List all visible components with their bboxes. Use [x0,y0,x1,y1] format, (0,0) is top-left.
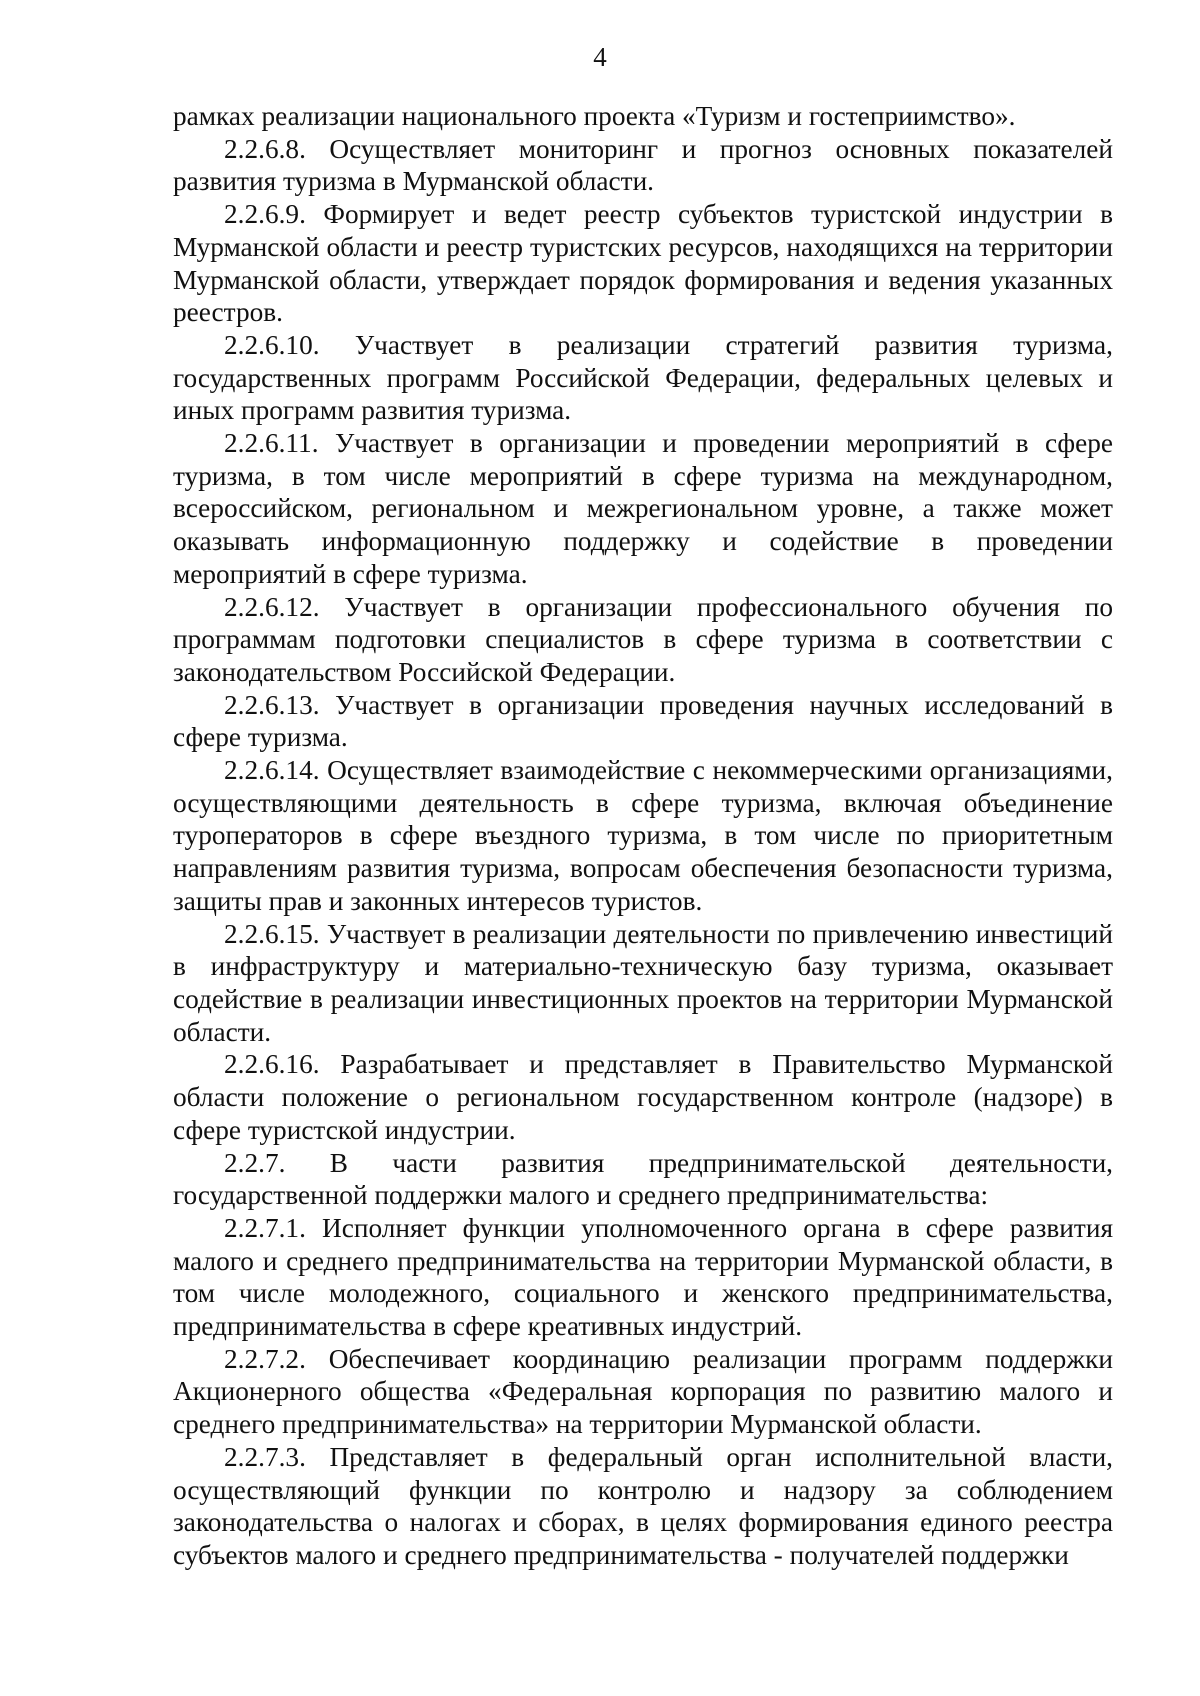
paragraph-2-2-6-12: 2.2.6.12. Участвует в организации профессионального обучения по программам подготовки специалистов в сфере туризма в соответствии с законодательством Российской Федерации. [173,591,1113,687]
paragraph-2-2-6-13: 2.2.6.13. Участвует в организации проведения научных исследований в сфере туризма. [173,689,1113,753]
paragraph-2-2-6-15: 2.2.6.15. Участвует в реализации деятельности по привлечению инвестиций в инфраструктуру и материально-техническую базу туризма, оказывает содействие в реализации инвестиционных проектов на территории Мурманской области. [173,918,1113,1047]
paragraph-2-2-7-3: 2.2.7.3. Представляет в федеральный орган исполнительной власти, осуществляющий функции по контролю и надзору за соблюдением законодательства о налогах и сборах, в целях формирования единого реестра субъектов малого и среднего предпринимательства - получателей поддержки [173,1441,1113,1570]
paragraph-2-2-6-10: 2.2.6.10. Участвует в реализации стратегий развития туризма, государственных программ Российской Федерации, федеральных целевых и иных программ развития туризма. [173,329,1113,426]
document-body [173,100,1113,1572]
paragraph-continuation: рамках реализации национального проекта «Туризм и гостеприимство». [173,101,1016,131]
paragraph-2-2-6-9: 2.2.6.9. Формирует и ведет реестр субъектов туристской индустрии в Мурманской области и реестр туристских ресурсов, находящихся на территории Мурманской области, утверждает порядок формирования и ведения указанных реестров. [173,199,1113,328]
paragraph-2-2-6-11: 2.2.6.11. Участвует в организации и проведении мероприятий в сфере туризма, в том числе мероприятий в сфере туризма на международном, всероссийском, региональном и межрегиональном уровне, а также может оказывать информационную поддержку и содействие в проведении мероприятий в сфере туризма. [173,428,1113,589]
paragraph-2-2-6-14: 2.2.6.14. Осуществляет взаимодействие с некоммерческими организациями, осуществляющими деятельность в сфере туризма, включая объединение туроператоров в сфере въездного туризма, в том числе по приоритетным направлениям развития туризма, вопросам обеспечения безопасности туризма, защиты прав и законных интересов туристов. [173,755,1113,916]
paragraph-2-2-7: 2.2.7. В части развития предпринимательской деятельности, государственной поддержки малого и среднего предпринимательства: [173,1147,1113,1211]
paragraph-2-2-7-1: 2.2.7.1. Исполняет функции уполномоченного органа в сфере развития малого и среднего предпринимательства на территории Мурманской области, в том числе молодежного, социального и женского предпринимательства, предпринимательства в сфере креативных индустрий. [173,1212,1113,1342]
paragraph-2-2-7-2: 2.2.7.2. Обеспечивает координацию реализации программ поддержки Акционерного общества «Федеральная корпорация по развитию малого и среднего предпринимательства» на территории Мурманской области. [173,1343,1113,1440]
paragraph-2-2-6-16: 2.2.6.16. Разрабатывает и представляет в Правительство Мурманской области положение о региональном государственном контроле (надзоре) в сфере туристской индустрии. [173,1049,1113,1145]
paragraph-2-2-6-8: 2.2.6.8. Осуществляет мониторинг и прогноз основных показателей развития туризма в Мурманской области. [173,133,1113,197]
page-number: 4 [593,42,607,72]
